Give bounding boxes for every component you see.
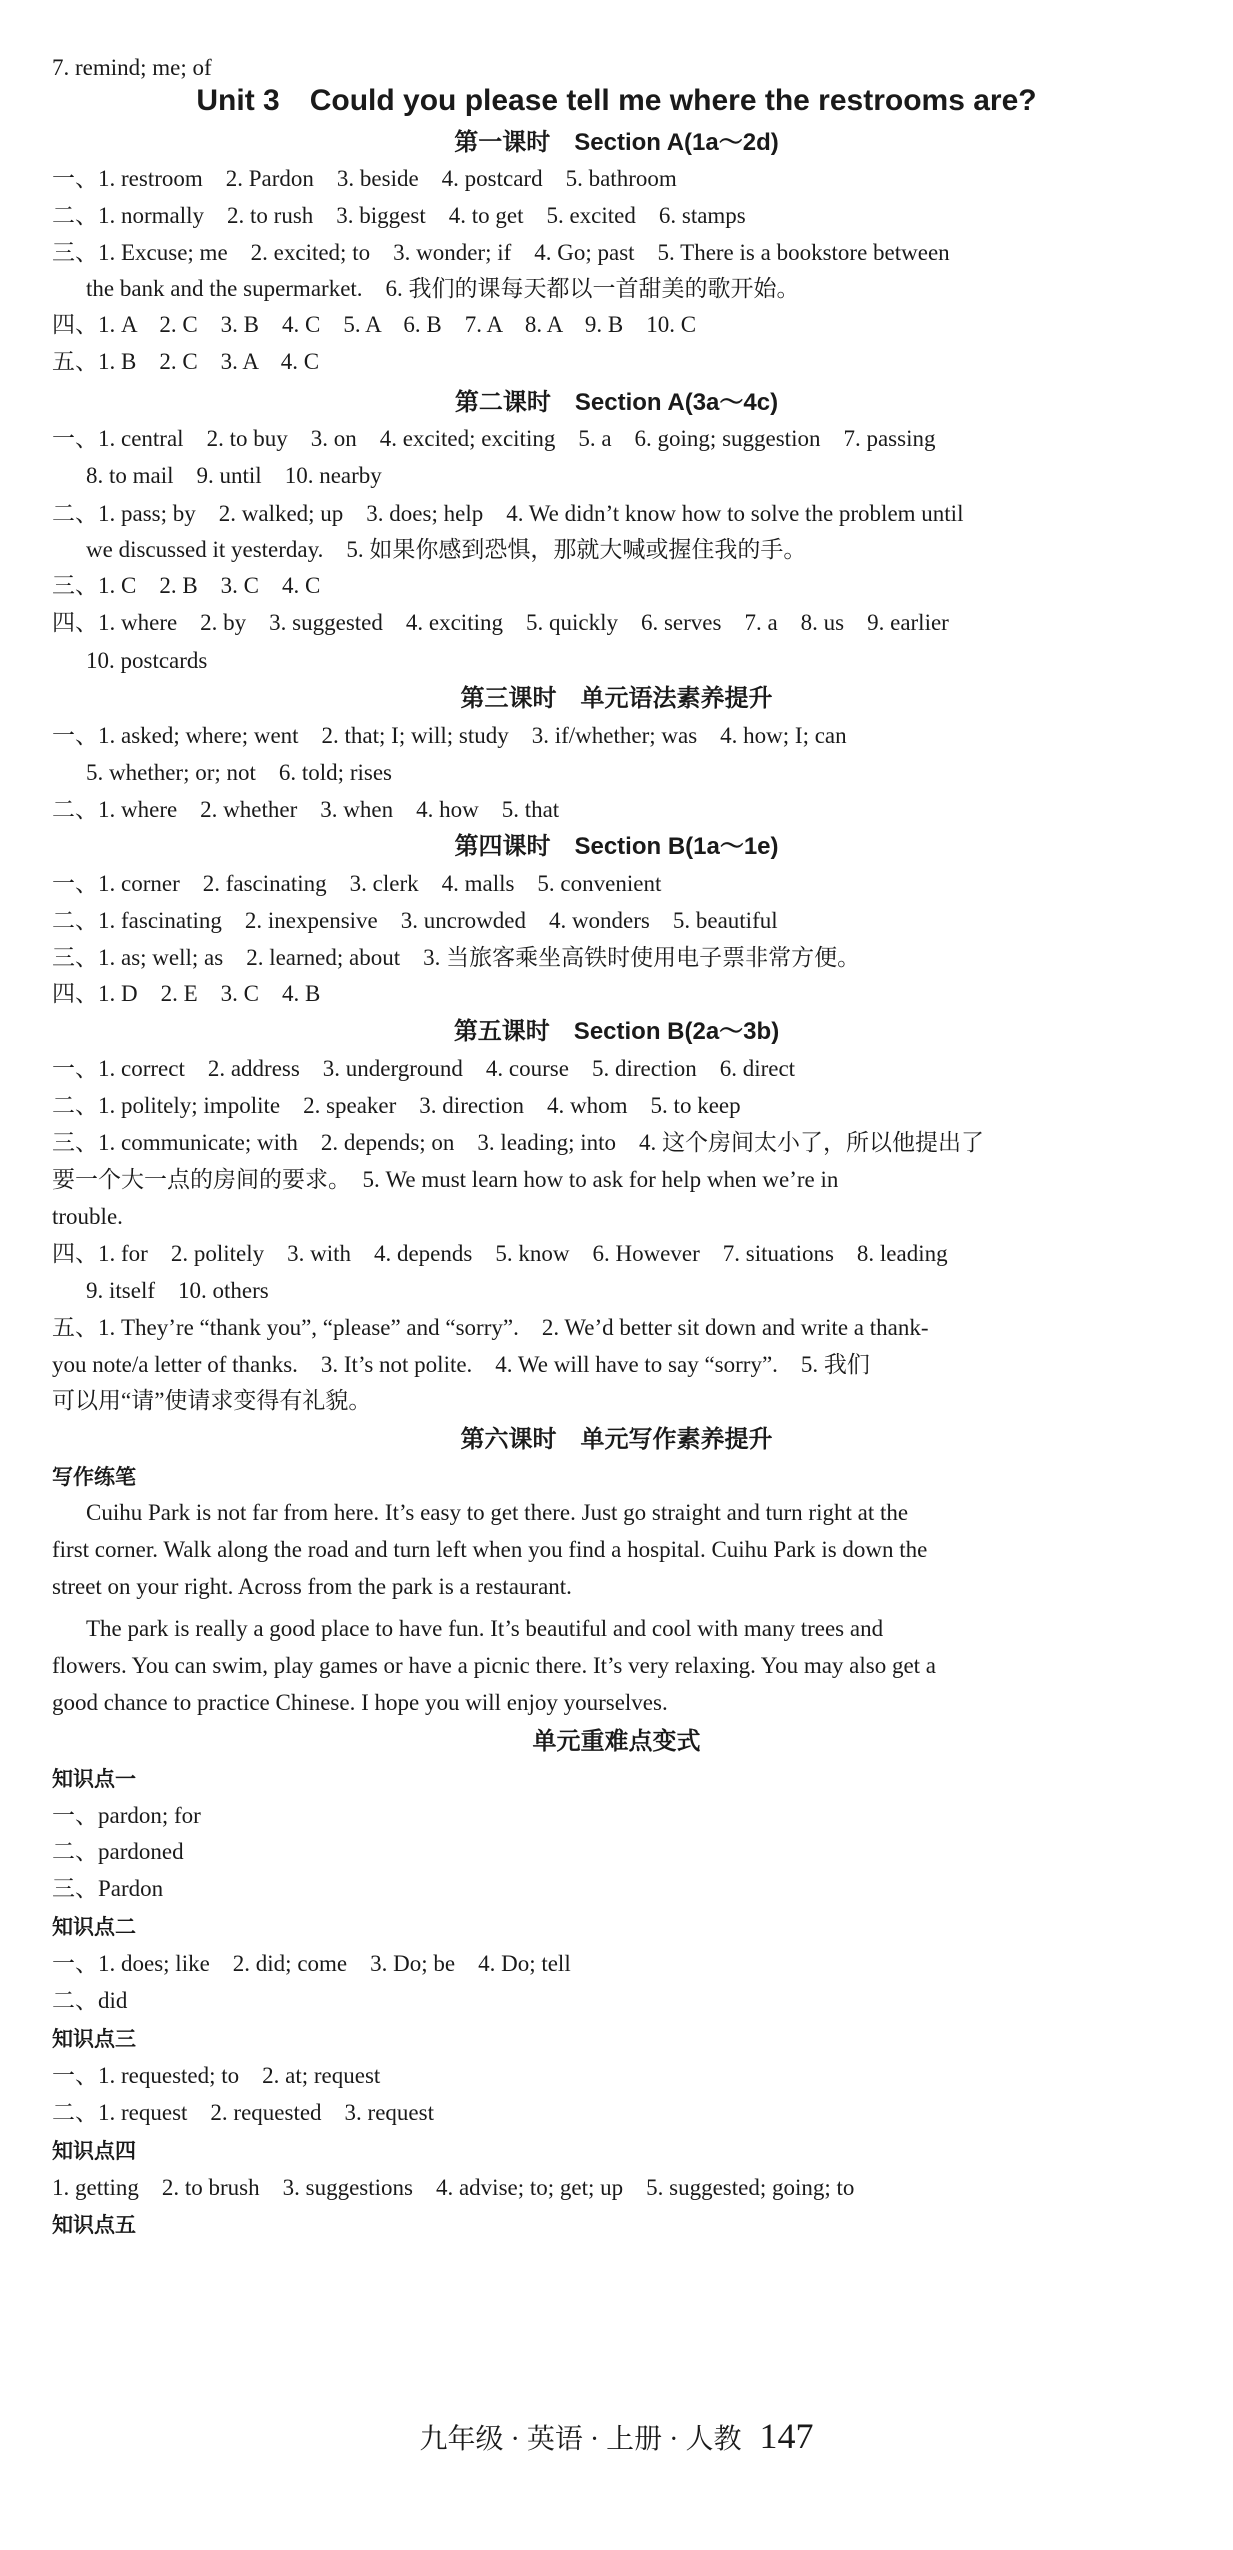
knowledge-point-heading: 知识点四 [52, 2140, 136, 2163]
writing-label: 写作练笔 [52, 1466, 136, 1489]
unit-title: Unit 3 Could you please tell me where the restrooms are? [196, 84, 1037, 117]
answer-line: 8. to mail 9. until 10. nearby [86, 463, 382, 488]
answer-line: 一、1. requested; to 2. at; request [52, 2063, 381, 2088]
answer-line: 一、1. corner 2. fascinating 3. clerk 4. malls 5. convenient [52, 871, 662, 896]
answer-line: 二、did [52, 1988, 128, 2013]
answer-line: 二、1. where 2. whether 3. when 4. how 5. that [52, 797, 560, 822]
answer-line: 二、1. request 2. requested 3. request [52, 2100, 434, 2125]
answer-line: 三、1. C 2. B 3. C 4. C [52, 573, 321, 598]
answer-line: 三、Pardon [52, 1876, 164, 1901]
footer-label: 九年级 · 英语 · 上册 · 人教 [419, 2424, 742, 2455]
knowledge-point-heading: 知识点五 [52, 2214, 136, 2237]
knowledge-point-heading: 知识点三 [52, 2028, 136, 2051]
section-heading: 第三课时 单元语法素养提升 [460, 685, 773, 712]
answer-line: 二、1. politely; impolite 2. speaker 3. direction 4. whom 5. to keep [52, 1093, 741, 1118]
answer-line: 二、1. pass; by 2. walked; up 3. does; help 4. We didn’t know how to solve the problem until [52, 501, 964, 526]
answer-line: 四、1. A 2. C 3. B 4. C 5. A 6. B 7. A 8. A 9. B 10. C [52, 312, 697, 337]
answer-line: trouble. [52, 1204, 123, 1229]
answer-line: 一、1. asked; where; went 2. that; I; will; study 3. if/whether; was 4. how; I; can [52, 723, 847, 748]
essay-line: good chance to practice Chinese. I hope you will enjoy yourselves. [52, 1690, 668, 1715]
essay-line: first corner. Walk along the road and turn left when you find a hospital. Cuihu Park is down the [52, 1537, 928, 1562]
section-heading: 第五课时 Section B(2a～3b) [453, 1018, 780, 1045]
answer-line: the bank and the supermarket. 6. 我们的课每天都以一首甜美的歌开始。 [86, 276, 800, 301]
answer-line: 要一个大一点的房间的要求。 5. We must learn how to ask for help when we’re in [52, 1167, 839, 1192]
answer-line: 三、1. communicate; with 2. depends; on 3. leading; into 4. 这个房间太小了，所以他提出了 [52, 1130, 985, 1155]
answer-line: you note/a letter of thanks. 3. It’s not polite. 4. We will have to say “sorry”. 5. 我们 [52, 1352, 870, 1377]
answer-line: 一、1. correct 2. address 3. underground 4. course 5. direction 6. direct [52, 1056, 796, 1081]
answer-line: 五、1. B 2. C 3. A 4. C [52, 349, 320, 374]
essay-line: flowers. You can swim, play games or have a picnic there. It’s very relaxing. You may also get a [52, 1653, 937, 1678]
answer-line: 5. whether; or; not 6. told; rises [86, 760, 392, 785]
answer-line: 9. itself 10. others [86, 1278, 269, 1303]
answer-line: 四、1. where 2. by 3. suggested 4. exciting 5. quickly 6. serves 7. a 8. us 9. earlier [52, 610, 949, 635]
page-number: 147 [759, 2416, 814, 2456]
answer-line: 五、1. They’re “thank you”, “please” and “sorry”. 2. We’d better sit down and write a thank- [52, 1315, 929, 1340]
section-heading: 第一课时 Section A(1a～2d) [454, 129, 779, 156]
answer-line: 四、1. for 2. politely 3. with 4. depends 5. know 6. However 7. situations 8. leading [52, 1241, 948, 1266]
essay-line: Cuihu Park is not far from here. It’s easy to get there. Just go straight and turn right at the [86, 1500, 909, 1525]
answer-line: 二、1. normally 2. to rush 3. biggest 4. to get 5. excited 6. stamps [52, 203, 746, 228]
essay-line: The park is really a good place to have fun. It’s beautiful and cool with many trees and [86, 1616, 884, 1641]
answer-line: 二、pardoned [52, 1839, 184, 1864]
answer-line: 一、pardon; for [52, 1803, 201, 1828]
answer-line: 一、1. does; like 2. did; come 3. Do; be 4. Do; tell [52, 1951, 571, 1976]
knowledge-point-heading: 知识点二 [52, 1916, 136, 1939]
section-heading: 第六课时 单元写作素养提升 [460, 1426, 773, 1453]
answer-line: we discussed it yesterday. 5. 如果你感到恐惧，那就大喊或握住我的手。 [86, 537, 807, 562]
section-heading: 第二课时 Section A(3a～4c) [454, 389, 779, 416]
answer-line: 10. postcards [86, 648, 208, 673]
knowledge-point-heading: 知识点一 [52, 1768, 136, 1791]
section-heading: 第四课时 Section B(1a～1e) [454, 833, 779, 860]
page-footer [0, 2418, 1233, 2458]
answer-line: 一、1. central 2. to buy 3. on 4. excited; exciting 5. a 6. going; suggestion 7. passing [52, 426, 936, 451]
section-heading: 单元重难点变式 [532, 1728, 701, 1755]
answer-line: 7. remind; me; of [52, 55, 212, 80]
answer-line: 四、1. D 2. E 3. C 4. B [52, 981, 321, 1006]
answer-line: 二、1. fascinating 2. inexpensive 3. uncrowded 4. wonders 5. beautiful [52, 908, 778, 933]
essay-line: street on your right. Across from the park is a restaurant. [52, 1574, 572, 1599]
answer-line: 三、1. as; well; as 2. learned; about 3. 当旅客乘坐高铁时使用电子票非常方便。 [52, 945, 861, 970]
answer-line: 一、1. restroom 2. Pardon 3. beside 4. postcard 5. bathroom [52, 166, 677, 191]
answer-line: 三、1. Excuse; me 2. excited; to 3. wonder; if 4. Go; past 5. There is a bookstore between [52, 240, 950, 265]
answer-line: 可以用“请”使请求变得有礼貌。 [52, 1388, 372, 1413]
answer-line: 1. getting 2. to brush 3. suggestions 4. advise; to; get; up 5. suggested; going; to [52, 2175, 855, 2200]
